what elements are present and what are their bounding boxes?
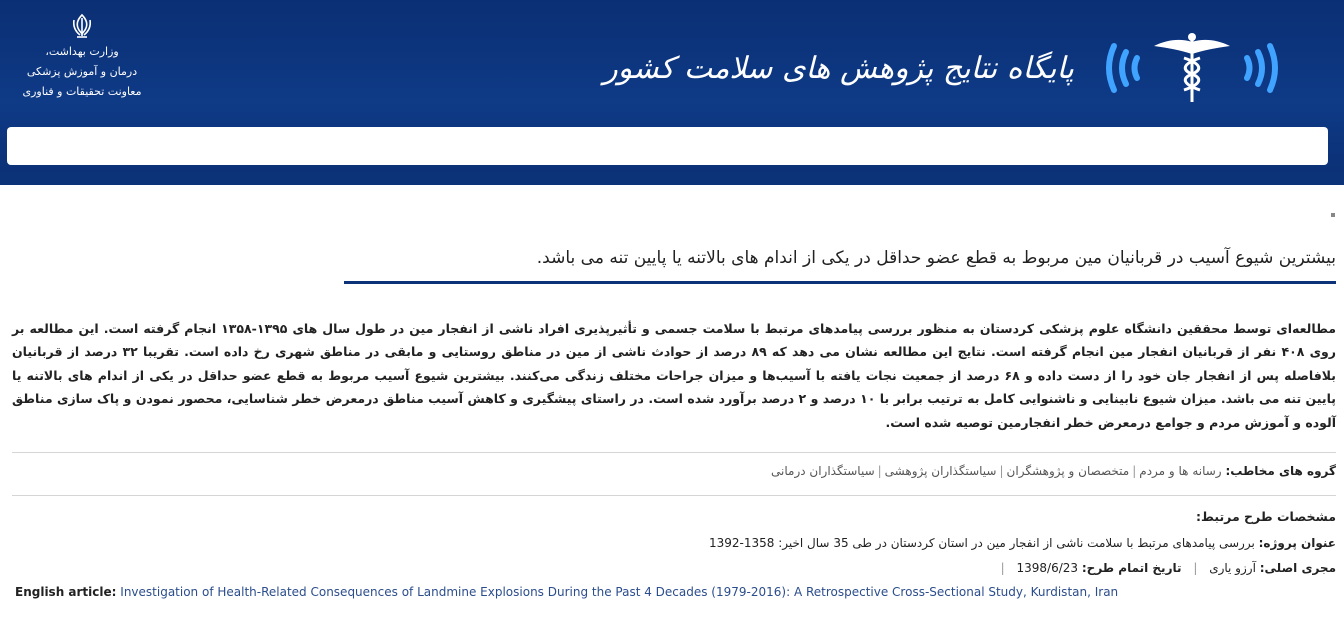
site-title: پایگاه نتایج پژوهش های سلامت کشور <box>603 50 1074 86</box>
brand-logo[interactable] <box>603 28 1292 108</box>
english-article-row <box>15 585 1118 599</box>
english-article-link[interactable]: Investigation of Health-Related Consequences of Landmine Explosions During the Past 4 Decades (1979-2016): A Retrospective Cross-Sectional Study, Kurdistan, Iran <box>120 585 1119 599</box>
article-body: مطالعه‌ای توسط محققین دانشگاه علوم پزشکی کردستان به منظور بررسی پیامدهای مرتبط با سلامت جسمی و تأثیرپذیری افراد ناشی از انفجار مین در طول سال های ۱۳۹۵-۱۳۵۸ انجام گرفته است. این مطالعه بر روی ۴۰۸ نفر از قربانیان انفجار مین انجام گرفته است. نتایج این مطالعه نشان می دهد که ۸۹ درصد از حوادث ناشی از مین در مناطق روستایی و مابقی در مناطق شهری رخ داده است. تقریبا ۳۲ درصد از قربانیان بلافاصله پس از انفجار جان خود را از دست داده و ۶۸ درصد از جمعیت نجات یافته با آسیب‌ها و میزان جراحات مختلف زندگی می‌کنند. بیشترین شیوع آسیب مربوط به قطع عضو حداقل در یکی از اندام های بالاتنه یا پایین تنه می باشد. میزان شیوع نابینایی و ناشنوایی کامل به ترتیب برابر با ۱۰ درصد و ۲ درصد برآورد شده است. در راستای پیشگیری و کاهش آسیب مناطق درمعرض خطر شناسایی، محصور نمودن و پاک سازی مناطق آلوده و آموزش مردم و جوامع درمعرض خطر انفجارمین توصیه شده است. <box>12 321 1336 430</box>
article-headline: بیشترین شیوع آسیب در قربانیان مین مربوط به قطع عضو حداقل در یکی از اندام های بالاتنه یا پایین تنه می باشد. <box>536 248 1336 268</box>
field-separator: | <box>1000 561 1005 575</box>
iran-emblem-icon <box>68 12 96 40</box>
tag-separator: | <box>877 464 882 478</box>
tag-separator: | <box>999 464 1004 478</box>
divider <box>12 452 1336 453</box>
bullet-marker <box>1331 213 1335 217</box>
ministry-logo-block[interactable] <box>12 12 152 102</box>
end-date-label: تاریخ اتمام طرح: <box>1081 561 1182 575</box>
ministry-line-3: معاونت تحقیقات و فناوری <box>22 85 142 98</box>
project-title-value: بررسی پیامدهای مرتبط با سلامت ناشی از انفجار مین در استان کردستان در طی 35 سال اخیر: 1358-1392 <box>708 536 1255 550</box>
audience-groups <box>12 464 1336 478</box>
ministry-line-2: درمان و آموزش پزشکی <box>26 65 138 78</box>
caduceus-logo-icon <box>1092 28 1292 108</box>
audience-tag-media[interactable]: رسانه ها و مردم <box>1139 464 1222 478</box>
project-title-row <box>709 536 1336 550</box>
project-section-title: مشخصات طرح مرتبط: <box>1196 509 1336 524</box>
field-separator: | <box>1193 561 1198 575</box>
ministry-line-1: وزارت بهداشت، <box>45 45 119 58</box>
search-bar[interactable] <box>7 127 1328 165</box>
headline-underline <box>344 281 1336 284</box>
site-header <box>0 0 1344 185</box>
project-title-label: عنوان پروژه: <box>1258 536 1336 550</box>
audience-tag-health-policy[interactable]: سیاستگذاران درمانی <box>771 464 875 478</box>
divider <box>12 495 1336 496</box>
english-article-label: English article: <box>15 585 117 599</box>
executor-label: مجری اصلی: <box>1259 561 1336 575</box>
audience-tag-research-policy[interactable]: سیاستگذاران پژوهشی <box>884 464 997 478</box>
project-executor-row <box>993 561 1336 575</box>
end-date-value: 1398/6/23 <box>1016 561 1079 575</box>
audience-label: گروه های مخاطب: <box>1225 464 1336 478</box>
header-bottom-band <box>0 172 1344 185</box>
audience-tag-experts[interactable]: متخصصان و پژوهشگران <box>1006 464 1130 478</box>
tag-separator: | <box>1132 464 1137 478</box>
executor-value: آرزو یاری <box>1209 561 1256 575</box>
